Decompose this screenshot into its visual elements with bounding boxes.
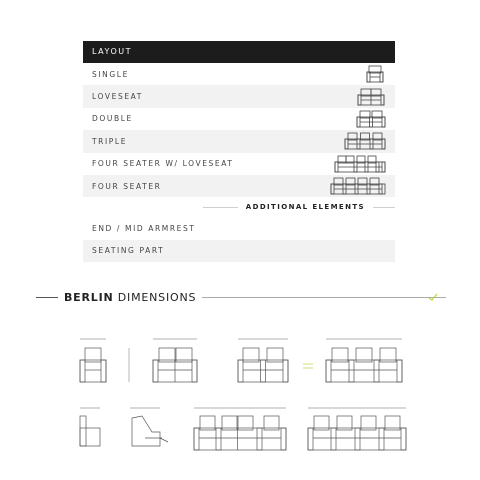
recliner-side-drawing bbox=[130, 408, 168, 446]
layout-header: LAYOUT bbox=[83, 41, 395, 63]
dimensions-heading bbox=[36, 290, 446, 304]
double-seat-icon bbox=[356, 110, 386, 128]
brand-name: BERLIN bbox=[64, 290, 114, 304]
layout-row-seating-part[interactable] bbox=[83, 240, 395, 262]
layout-row-armrest[interactable] bbox=[83, 217, 395, 239]
row-label: END / MID ARMREST bbox=[92, 224, 196, 234]
row-label: SINGLE bbox=[92, 69, 129, 79]
layout-table bbox=[83, 41, 395, 262]
equals-sign bbox=[303, 364, 313, 368]
loveseat-icon bbox=[356, 88, 386, 106]
row-label: LOVESEAT bbox=[92, 92, 143, 102]
layout-row-triple[interactable] bbox=[83, 130, 395, 152]
triple-dimension-drawing bbox=[326, 339, 402, 382]
divider-line bbox=[373, 207, 395, 208]
additional-elements-label: ADDITIONAL ELEMENTS bbox=[245, 203, 365, 212]
row-label: TRIPLE bbox=[92, 136, 128, 146]
four-seater-loveseat-icon bbox=[334, 155, 386, 173]
layout-row-loveseat[interactable] bbox=[83, 85, 395, 107]
dimensions-label: DIMENSIONS bbox=[117, 290, 197, 304]
four-seater-dimension-drawing bbox=[308, 408, 406, 450]
layout-row-four-seater-loveseat[interactable] bbox=[83, 153, 395, 175]
four-seater-icon bbox=[330, 177, 386, 195]
single-seat-icon bbox=[364, 65, 386, 83]
triple-seat-icon bbox=[344, 132, 386, 150]
dimensions-title bbox=[64, 291, 196, 304]
heading-rule-left bbox=[36, 297, 58, 298]
armrest-side-drawing bbox=[80, 408, 100, 446]
heading-rule-right bbox=[202, 297, 446, 298]
row-label: FOUR SEATER bbox=[92, 181, 162, 191]
row-label: SEATING PART bbox=[92, 246, 165, 256]
four-seater-loveseat-dimension-drawing bbox=[194, 408, 286, 450]
single-dimension-drawing bbox=[80, 339, 106, 382]
row-label: FOUR SEATER W/ LOVESEAT bbox=[92, 159, 234, 169]
layout-row-four-seater[interactable] bbox=[83, 175, 395, 197]
layout-row-double[interactable] bbox=[83, 108, 395, 130]
double-dimension-drawing bbox=[238, 339, 288, 382]
additional-elements-divider bbox=[83, 197, 395, 217]
layout-row-single[interactable] bbox=[83, 63, 395, 85]
divider-line bbox=[203, 207, 238, 208]
check-icon bbox=[428, 293, 438, 301]
dimension-drawings bbox=[0, 320, 480, 460]
loveseat-dimension-drawing bbox=[153, 339, 197, 382]
row-label: DOUBLE bbox=[92, 114, 133, 124]
